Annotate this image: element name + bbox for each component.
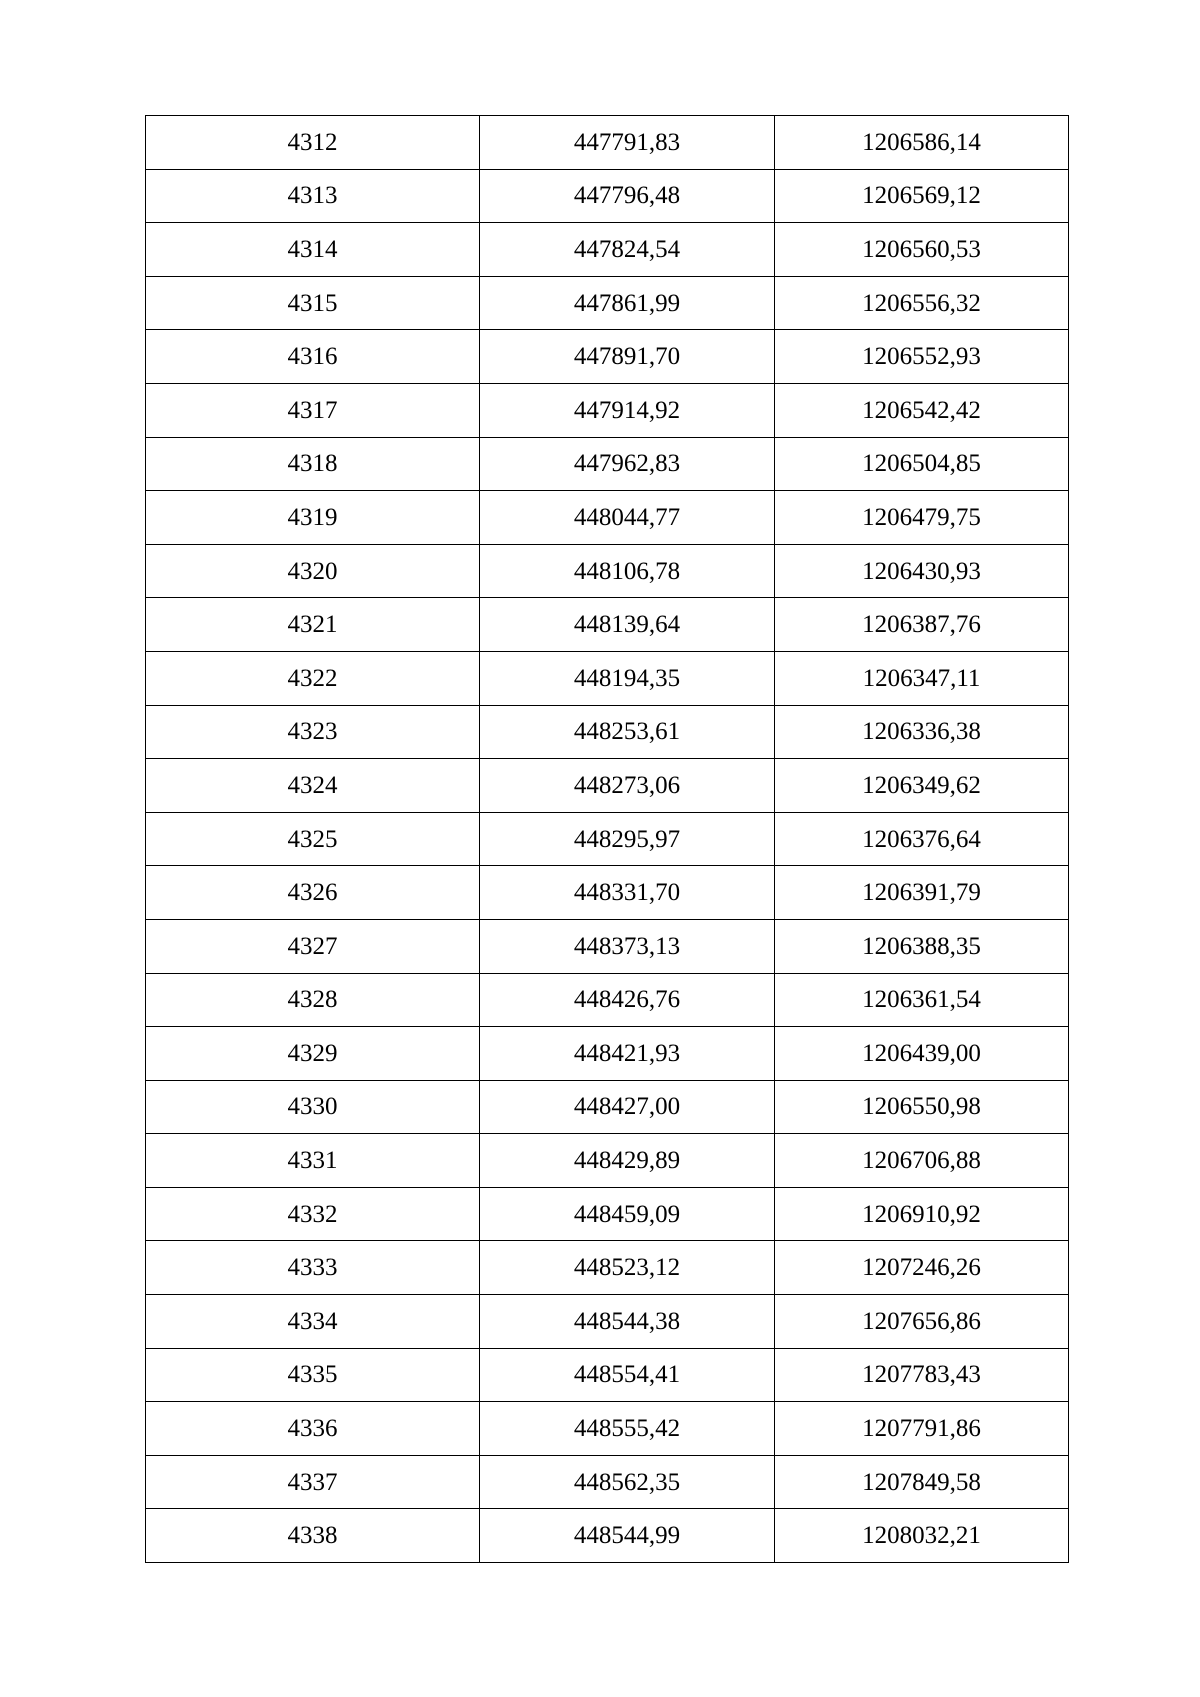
point-number-cell: 4328	[146, 973, 480, 1027]
table-row	[146, 651, 1069, 705]
x-coordinate-cell: 448426,76	[480, 973, 775, 1027]
y-coordinate-cell: 1206560,53	[775, 223, 1069, 277]
y-coordinate-cell: 1206361,54	[775, 973, 1069, 1027]
x-coordinate-cell: 447791,83	[480, 116, 775, 170]
point-number-cell: 4324	[146, 759, 480, 813]
point-number-cell: 4327	[146, 919, 480, 973]
x-coordinate-cell: 448555,42	[480, 1402, 775, 1456]
x-coordinate-cell: 447796,48	[480, 169, 775, 223]
y-coordinate-cell: 1206479,75	[775, 491, 1069, 545]
y-coordinate-cell: 1206569,12	[775, 169, 1069, 223]
point-number-cell: 4333	[146, 1241, 480, 1295]
y-coordinate-cell: 1207849,58	[775, 1455, 1069, 1509]
y-coordinate-cell: 1207783,43	[775, 1348, 1069, 1402]
x-coordinate-cell: 447824,54	[480, 223, 775, 277]
x-coordinate-cell: 448194,35	[480, 651, 775, 705]
x-coordinate-cell: 447914,92	[480, 383, 775, 437]
table-row	[146, 1027, 1069, 1081]
y-coordinate-cell: 1206430,93	[775, 544, 1069, 598]
y-coordinate-cell: 1206706,88	[775, 1134, 1069, 1188]
coordinates-table	[145, 115, 1069, 1563]
point-number-cell: 4335	[146, 1348, 480, 1402]
table-row	[146, 1295, 1069, 1349]
x-coordinate-cell: 448331,70	[480, 866, 775, 920]
x-coordinate-cell: 448421,93	[480, 1027, 775, 1081]
table-row	[146, 169, 1069, 223]
y-coordinate-cell: 1206586,14	[775, 116, 1069, 170]
x-coordinate-cell: 448427,00	[480, 1080, 775, 1134]
x-coordinate-cell: 448273,06	[480, 759, 775, 813]
x-coordinate-cell: 448429,89	[480, 1134, 775, 1188]
y-coordinate-cell: 1206388,35	[775, 919, 1069, 973]
table-row	[146, 705, 1069, 759]
y-coordinate-cell: 1207791,86	[775, 1402, 1069, 1456]
y-coordinate-cell: 1206504,85	[775, 437, 1069, 491]
x-coordinate-cell: 448562,35	[480, 1455, 775, 1509]
point-number-cell: 4313	[146, 169, 480, 223]
point-number-cell: 4329	[146, 1027, 480, 1081]
point-number-cell: 4338	[146, 1509, 480, 1563]
table-row	[146, 491, 1069, 545]
y-coordinate-cell: 1206439,00	[775, 1027, 1069, 1081]
table-row	[146, 973, 1069, 1027]
y-coordinate-cell: 1206347,11	[775, 651, 1069, 705]
table-row	[146, 759, 1069, 813]
point-number-cell: 4318	[146, 437, 480, 491]
table-row	[146, 330, 1069, 384]
x-coordinate-cell: 448554,41	[480, 1348, 775, 1402]
point-number-cell: 4336	[146, 1402, 480, 1456]
y-coordinate-cell: 1206387,76	[775, 598, 1069, 652]
point-number-cell: 4332	[146, 1187, 480, 1241]
table-row	[146, 544, 1069, 598]
x-coordinate-cell: 447861,99	[480, 276, 775, 330]
table-row	[146, 1402, 1069, 1456]
point-number-cell: 4319	[146, 491, 480, 545]
point-number-cell: 4314	[146, 223, 480, 277]
y-coordinate-cell: 1206550,98	[775, 1080, 1069, 1134]
x-coordinate-cell: 448544,99	[480, 1509, 775, 1563]
point-number-cell: 4321	[146, 598, 480, 652]
point-number-cell: 4331	[146, 1134, 480, 1188]
x-coordinate-cell: 448106,78	[480, 544, 775, 598]
y-coordinate-cell: 1206376,64	[775, 812, 1069, 866]
point-number-cell: 4334	[146, 1295, 480, 1349]
point-number-cell: 4316	[146, 330, 480, 384]
table-row	[146, 866, 1069, 920]
y-coordinate-cell: 1206391,79	[775, 866, 1069, 920]
point-number-cell: 4330	[146, 1080, 480, 1134]
y-coordinate-cell: 1206556,32	[775, 276, 1069, 330]
table-row	[146, 1134, 1069, 1188]
table-row	[146, 1509, 1069, 1563]
table-row	[146, 812, 1069, 866]
x-coordinate-cell: 448253,61	[480, 705, 775, 759]
table-row	[146, 1187, 1069, 1241]
y-coordinate-cell: 1206552,93	[775, 330, 1069, 384]
y-coordinate-cell: 1207656,86	[775, 1295, 1069, 1349]
x-coordinate-cell: 448459,09	[480, 1187, 775, 1241]
table-row	[146, 598, 1069, 652]
point-number-cell: 4326	[146, 866, 480, 920]
table-row	[146, 223, 1069, 277]
table-row	[146, 1241, 1069, 1295]
point-number-cell: 4323	[146, 705, 480, 759]
point-number-cell: 4322	[146, 651, 480, 705]
y-coordinate-cell: 1207246,26	[775, 1241, 1069, 1295]
table-row	[146, 116, 1069, 170]
x-coordinate-cell: 448139,64	[480, 598, 775, 652]
y-coordinate-cell: 1206336,38	[775, 705, 1069, 759]
point-number-cell: 4312	[146, 116, 480, 170]
y-coordinate-cell: 1208032,21	[775, 1509, 1069, 1563]
table-row	[146, 919, 1069, 973]
y-coordinate-cell: 1206542,42	[775, 383, 1069, 437]
coordinates-table-body	[146, 116, 1069, 1563]
x-coordinate-cell: 448544,38	[480, 1295, 775, 1349]
point-number-cell: 4325	[146, 812, 480, 866]
x-coordinate-cell: 447891,70	[480, 330, 775, 384]
point-number-cell: 4315	[146, 276, 480, 330]
table-row	[146, 1080, 1069, 1134]
y-coordinate-cell: 1206910,92	[775, 1187, 1069, 1241]
x-coordinate-cell: 448523,12	[480, 1241, 775, 1295]
x-coordinate-cell: 448044,77	[480, 491, 775, 545]
point-number-cell: 4337	[146, 1455, 480, 1509]
table-row	[146, 276, 1069, 330]
y-coordinate-cell: 1206349,62	[775, 759, 1069, 813]
x-coordinate-cell: 448373,13	[480, 919, 775, 973]
table-row	[146, 437, 1069, 491]
x-coordinate-cell: 447962,83	[480, 437, 775, 491]
point-number-cell: 4320	[146, 544, 480, 598]
table-row	[146, 1455, 1069, 1509]
table-row	[146, 1348, 1069, 1402]
x-coordinate-cell: 448295,97	[480, 812, 775, 866]
point-number-cell: 4317	[146, 383, 480, 437]
table-row	[146, 383, 1069, 437]
